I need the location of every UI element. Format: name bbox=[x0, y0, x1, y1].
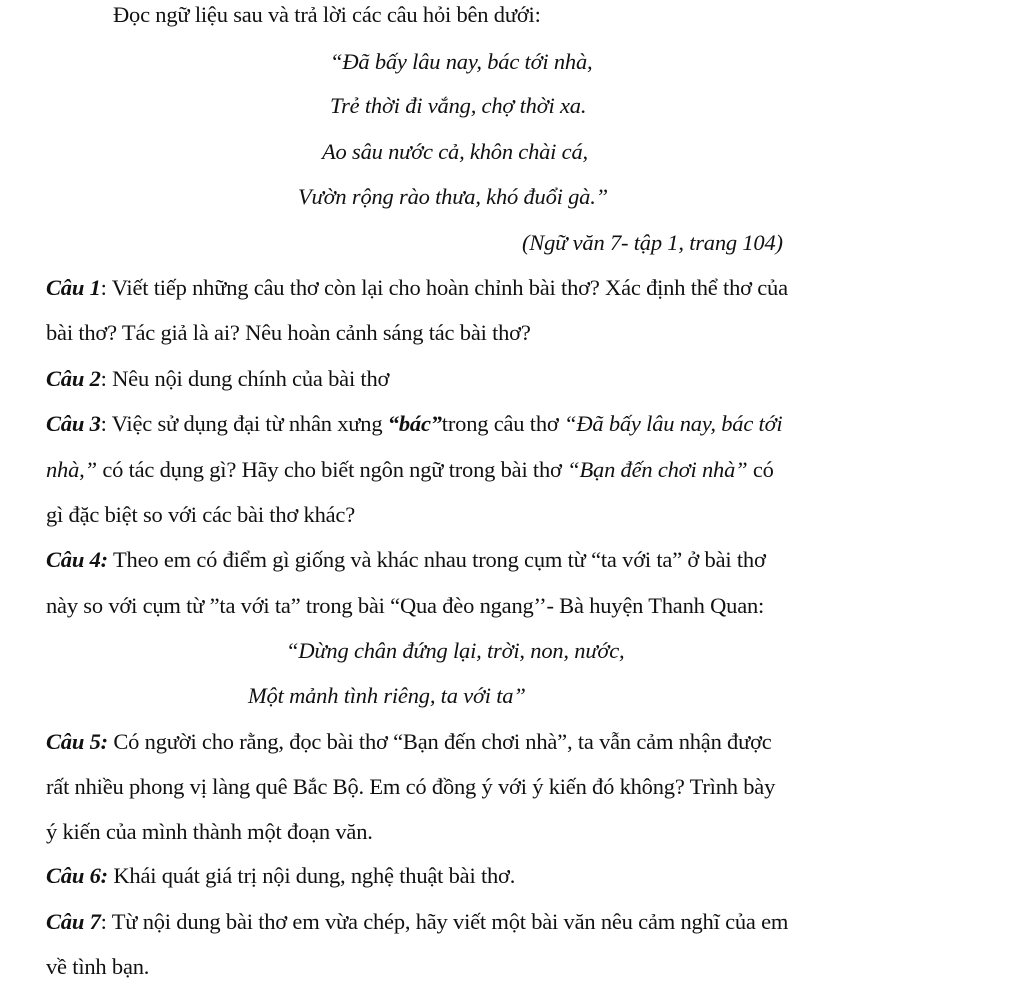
question-3-quote-1-end: nhà,” bbox=[46, 457, 97, 482]
question-1-label: Câu 1 bbox=[46, 275, 101, 300]
question-5-label: Câu 5: bbox=[46, 729, 108, 754]
poem-source: (Ngữ văn 7- tập 1, trang 104) bbox=[522, 230, 783, 255]
question-5-line-3: ý kiến của mình thành một đoạn văn. bbox=[46, 819, 373, 844]
question-3-line-1 bbox=[46, 409, 782, 439]
question-7-line-1 bbox=[46, 907, 788, 937]
question-4-verse-2: Một mảnh tình riêng, ta với ta” bbox=[248, 683, 526, 708]
question-3-line-2 bbox=[46, 455, 774, 485]
question-1-text: : Viết tiếp những câu thơ còn lại cho hoàn chỉnh bài thơ? Xác định thể thơ của bbox=[100, 275, 788, 300]
question-3-text-c: có tác dụng gì? Hãy cho biết ngôn ngữ trong bài thơ bbox=[96, 457, 568, 482]
question-3-quote-1: “Đã bấy lâu nay, bác tới bbox=[564, 411, 783, 436]
question-2-line-1 bbox=[46, 364, 389, 394]
question-6-label: Câu 6: bbox=[46, 863, 108, 888]
question-6-line-1 bbox=[46, 861, 515, 891]
question-7-label: Câu 7 bbox=[46, 909, 101, 934]
question-4-text: Theo em có điểm gì giống và khác nhau trong cụm từ “ta với ta” ở bài thơ bbox=[107, 547, 766, 572]
question-7-line-2: về tình bạn. bbox=[46, 954, 150, 979]
question-5-line-1 bbox=[46, 727, 772, 757]
question-2-label: Câu 2 bbox=[46, 366, 101, 391]
question-4-line-2: này so với cụm từ ”ta với ta” trong bài “Qua đèo ngang’’- Bà huyện Thanh Quan: bbox=[46, 593, 765, 618]
question-7-text: : Từ nội dung bài thơ em vừa chép, hãy viết một bài văn nêu cảm nghĩ của em bbox=[100, 909, 789, 934]
question-3-text-b: trong câu thơ bbox=[441, 411, 564, 436]
poem-line-3: Ao sâu nước cả, khôn chài cá, bbox=[322, 139, 588, 164]
question-4-verse-1: “Dừng chân đứng lại, trời, non, nước, bbox=[286, 638, 625, 663]
question-6-text: Khái quát giá trị nội dung, nghệ thuật bài thơ. bbox=[107, 863, 516, 888]
question-3-text-d: có bbox=[747, 457, 774, 482]
question-3-label: Câu 3 bbox=[46, 411, 101, 436]
question-1-line-2: bài thơ? Tác giả là ai? Nêu hoàn cảnh sáng tác bài thơ? bbox=[46, 320, 531, 345]
question-5-text: Có người cho rằng, đọc bài thơ “Bạn đến chơi nhà”, ta vẫn cảm nhận được bbox=[107, 729, 772, 754]
poem-line-2: Trẻ thời đi vắng, chợ thời xa. bbox=[330, 93, 587, 118]
question-5-line-2: rất nhiều phong vị làng quê Bắc Bộ. Em có đồng ý với ý kiến đó không? Trình bày bbox=[46, 774, 776, 799]
question-4-line-1 bbox=[46, 545, 766, 575]
intro-instruction: Đọc ngữ liệu sau và trả lời các câu hỏi bên dưới: bbox=[113, 2, 541, 27]
question-3-pronoun: “bác” bbox=[387, 411, 442, 436]
question-1-line-1 bbox=[46, 273, 788, 303]
question-3-line-3: gì đặc biệt so với các bài thơ khác? bbox=[46, 502, 355, 527]
question-3-quote-2: “Bạn đến chơi nhà” bbox=[567, 457, 748, 482]
question-2-text: : Nêu nội dung chính của bài thơ bbox=[100, 366, 390, 391]
question-4-label: Câu 4: bbox=[46, 547, 108, 572]
poem-line-1: “Đã bấy lâu nay, bác tới nhà, bbox=[330, 49, 593, 74]
poem-line-4: Vườn rộng rào thưa, khó đuổi gà.” bbox=[298, 184, 608, 209]
question-3-text-a: : Việc sử dụng đại từ nhân xưng bbox=[100, 411, 388, 436]
